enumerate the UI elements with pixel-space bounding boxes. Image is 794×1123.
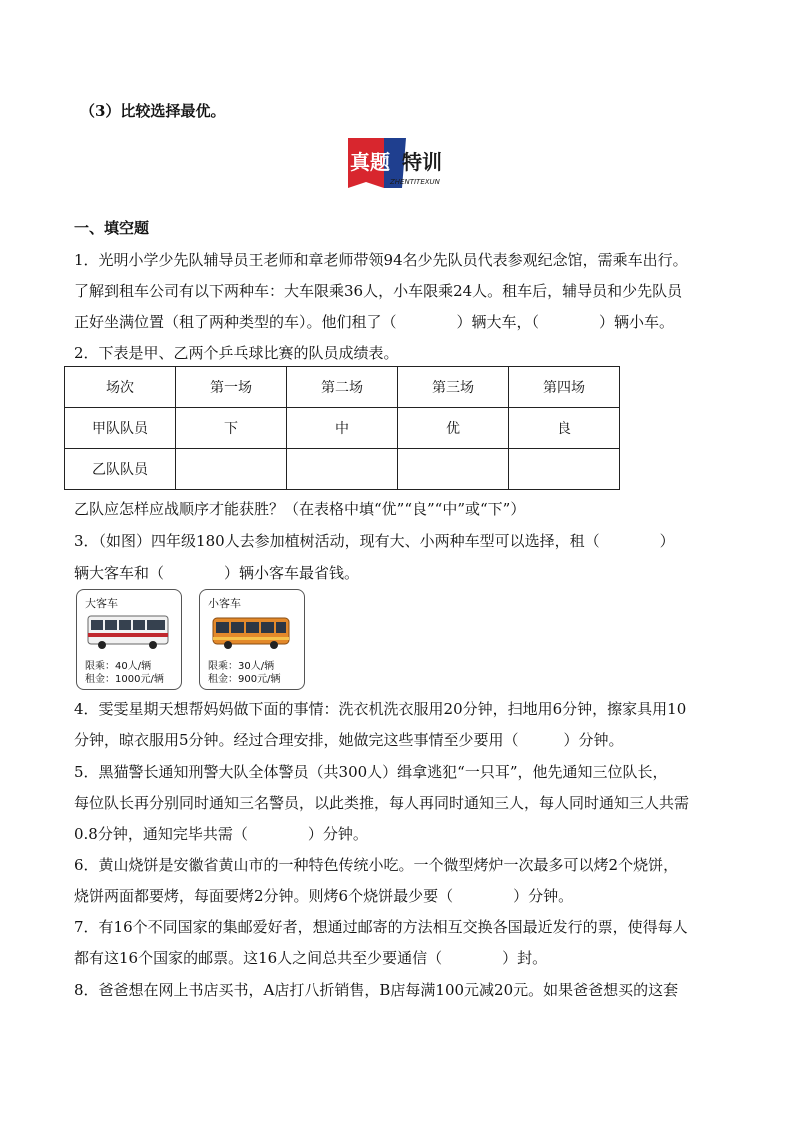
table-header-cell: 第三场 — [398, 367, 509, 408]
answer-cell[interactable] — [176, 449, 287, 490]
zhenti-texun-logo — [344, 136, 454, 192]
logo-sub: ZHENTITEXUN — [390, 178, 440, 186]
answer-cell[interactable] — [509, 449, 620, 490]
table-cell: 乙队队员 — [65, 449, 176, 490]
q1-line1: 1．光明小学少先队辅导员王老师和章老师带领94名少先队员代表参观纪念馆，需乘车出行。 — [74, 251, 688, 269]
big-bus-icon — [85, 610, 171, 654]
table-row — [65, 449, 620, 490]
table-cell: 优 — [398, 408, 509, 449]
q4-line1: 4．雯雯星期天想帮妈妈做下面的事情：洗衣机洗衣服用20分钟，扫地用6分钟，擦家具用10 — [74, 700, 687, 718]
card-limit: 限乘：30人/辆 — [208, 661, 275, 672]
card-rent: 租金：900元/辆 — [208, 674, 281, 685]
table-cell: 良 — [509, 408, 620, 449]
q4-line2: 分钟，晾衣服用5分钟。经过合理安排，她做完这些事情至少要用（ ）分钟。 — [74, 731, 624, 749]
big-bus-card — [76, 589, 182, 690]
small-bus-card — [199, 589, 305, 690]
q1-line3: 正好坐满位置（租了两种类型的车）。他们租了（ ）辆大车，（ ）辆小车。 — [74, 313, 675, 331]
q3-line1: 3．（如图）四年级180人去参加植树活动，现有大、小两种车型可以选择，租（ ） — [74, 532, 675, 550]
score-table — [64, 366, 620, 490]
card-title: 大客车 — [85, 597, 118, 610]
q5-line2: 每位队长再分别同时通知三名警员，以此类推，每人再同时通知三人，每人同时通知三人共需 — [74, 794, 690, 812]
table-cell: 中 — [287, 408, 398, 449]
logo-main-left: 真题 — [350, 150, 390, 174]
table-row — [65, 408, 620, 449]
section-heading: （3）比较选择最优。 — [80, 102, 226, 120]
q7-line2: 都有这16个国家的邮票。这16人之间总共至少要通信（ ）封。 — [74, 949, 548, 967]
table-header-cell: 第四场 — [509, 367, 620, 408]
q7-line1: 7．有16个不同国家的集邮爱好者，想通过邮寄的方法相互交换各国最近发行的票，使得每人 — [74, 918, 688, 936]
card-rent: 租金：1000元/辆 — [85, 674, 164, 685]
q5-line1: 5．黑猫警长通知刑警大队全体警员（共300人）缉拿逃犯“一只耳”，他先通知三位队长， — [74, 763, 668, 781]
q6-line1: 6．黄山烧饼是安徽省黄山市的一种特色传统小吃。一个微型烤炉一次最多可以烤2个烧饼， — [74, 856, 679, 874]
q8-line1: 8．爸爸想在网上书店买书，A店打八折销售，B店每满100元减20元。如果爸爸想买的这套 — [74, 981, 679, 999]
q6-line2: 烧饼两面都要烤，每面要烤2分钟。则烤6个烧饼最少要（ ）分钟。 — [74, 887, 574, 905]
table-cell: 下 — [176, 408, 287, 449]
small-bus-icon — [208, 610, 294, 654]
table-header-cell: 第一场 — [176, 367, 287, 408]
q2-line1: 2．下表是甲、乙两个乒乓球比赛的队员成绩表。 — [74, 344, 399, 362]
table-header-cell: 场次 — [65, 367, 176, 408]
q1-line2: 了解到租车公司有以下两种车：大车限乘36人，小车限乘24人。租车后，辅导员和少先队员 — [74, 282, 683, 300]
table-cell: 甲队队员 — [65, 408, 176, 449]
answer-cell[interactable] — [287, 449, 398, 490]
answer-cell[interactable] — [398, 449, 509, 490]
q5-line3: 0.8分钟，通知完毕共需（ ）分钟。 — [74, 825, 368, 843]
part-title: 一、填空题 — [74, 219, 150, 237]
logo-main-right: 特训 — [402, 150, 442, 174]
q2-after: 乙队应怎样应战顺序才能获胜？（在表格中填“优”“良”“中”或“下”） — [74, 500, 526, 518]
card-title: 小客车 — [208, 597, 241, 610]
table-header-row — [65, 367, 620, 408]
q3-line2: 辆大客车和（ ）辆小客车最省钱。 — [74, 564, 360, 582]
table-header-cell: 第二场 — [287, 367, 398, 408]
card-limit: 限乘：40人/辆 — [85, 661, 152, 672]
